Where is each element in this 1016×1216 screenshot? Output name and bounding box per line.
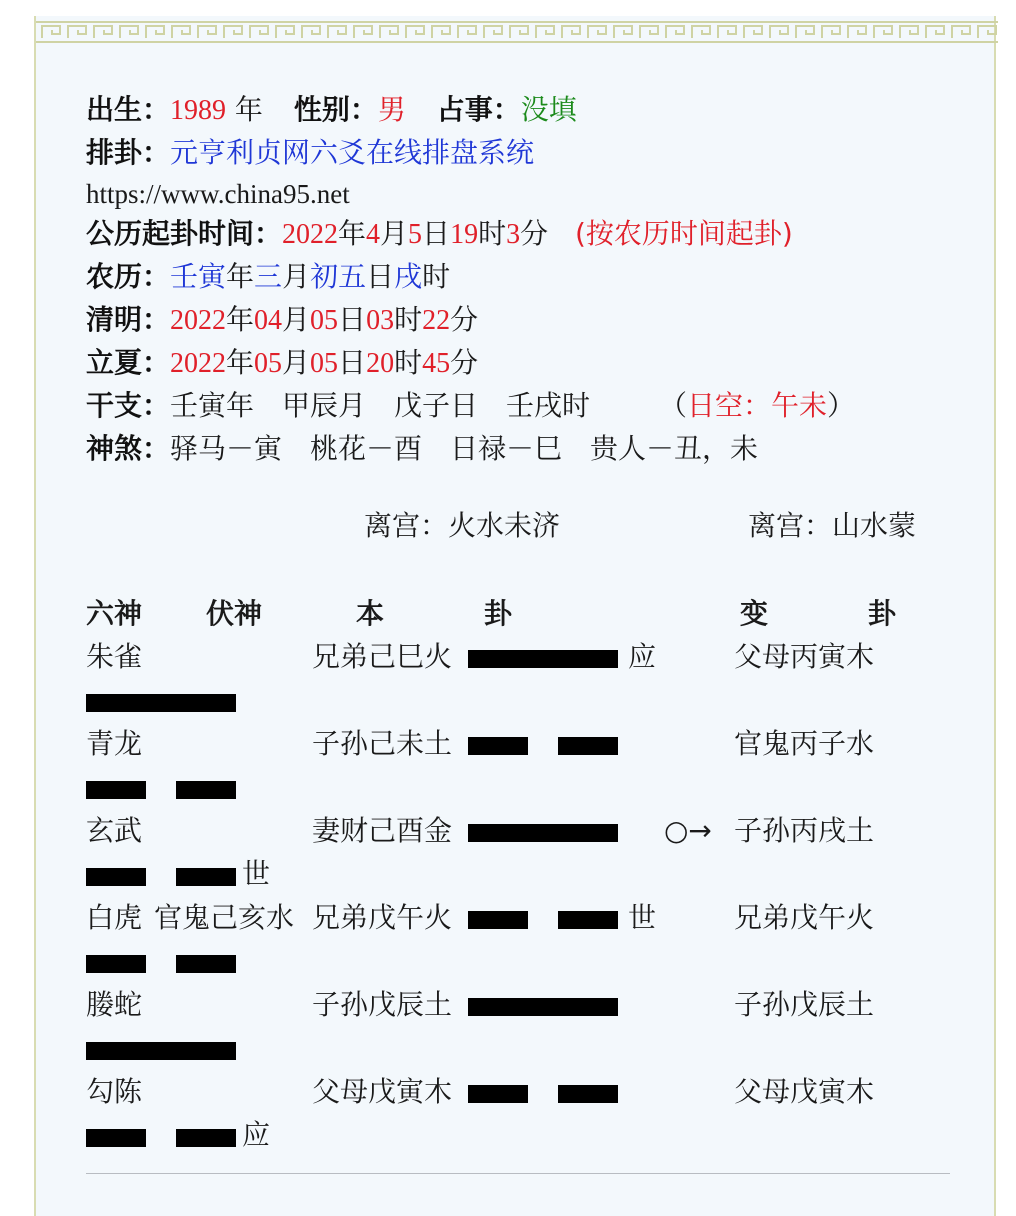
bian-yao-yin-bar-1 bbox=[86, 868, 146, 886]
lx-minute: 45 bbox=[422, 348, 451, 379]
solar-hour: 19 bbox=[450, 219, 479, 250]
lunar-year: 壬寅 bbox=[170, 260, 227, 293]
matter-value: 没填 bbox=[520, 93, 577, 126]
qm-hour: 03 bbox=[366, 305, 395, 336]
solar-minute: 3 bbox=[506, 219, 521, 250]
unit-day: 日 bbox=[338, 303, 367, 336]
kong-open: （ bbox=[658, 389, 687, 422]
liushen-cell: 青龙 bbox=[86, 727, 143, 760]
ben-yao-label: 子孙戊辰土 bbox=[312, 988, 453, 1021]
fret-border bbox=[36, 16, 998, 44]
unit-year: 年 bbox=[226, 346, 255, 379]
lx-year: 2022 bbox=[170, 348, 227, 379]
liushen-cell: 朱雀 bbox=[86, 640, 143, 673]
bian-yao-yin-bar-2 bbox=[176, 868, 236, 886]
bian-shi-ying-mark: 应 bbox=[242, 1118, 271, 1151]
header-liushen: 六神 bbox=[86, 597, 143, 630]
unit-month: 月 bbox=[380, 217, 409, 250]
unit-hour: 时 bbox=[394, 303, 423, 336]
unit-year: 年 bbox=[226, 303, 255, 336]
unit-minute: 分 bbox=[520, 217, 549, 250]
ben-yao-label: 兄弟戊午火 bbox=[312, 901, 453, 934]
kong-close: ） bbox=[826, 389, 855, 422]
shi-ying-mark: 世 bbox=[628, 901, 657, 934]
ben-yao-yang-bar bbox=[468, 998, 618, 1016]
lx-day: 05 bbox=[310, 348, 339, 379]
bian-yao-label: 子孙戊辰土 bbox=[734, 988, 875, 1021]
solar-note: (按农历时间起卦) bbox=[575, 217, 793, 250]
lx-hour: 20 bbox=[366, 348, 395, 379]
unit-day: 日 bbox=[338, 346, 367, 379]
solar-row bbox=[86, 214, 793, 255]
ben-yao-yin-bar-2 bbox=[558, 737, 618, 755]
unit-month: 月 bbox=[282, 260, 311, 293]
solar-label: 公历起卦时间： bbox=[86, 217, 283, 250]
ben-yao-label: 子孙己未土 bbox=[312, 727, 453, 760]
ben-yao-label: 妻财己酉金 bbox=[312, 814, 453, 847]
bian-gua-title: 离宫：山水蒙 bbox=[748, 509, 917, 542]
bian-yao-yin-bar-1 bbox=[86, 1129, 146, 1147]
pai-value[interactable]: 元亨利贞网六爻在线排盘系统 bbox=[170, 136, 535, 169]
bian-yao-yang-bar bbox=[86, 1042, 236, 1060]
unit-month: 月 bbox=[282, 346, 311, 379]
ben-gua-title: 离宫：火水未济 bbox=[364, 509, 561, 542]
bian-yao-yin-bar-1 bbox=[86, 955, 146, 973]
matter-label: 占事： bbox=[436, 93, 521, 126]
unit-year: 年 bbox=[226, 260, 255, 293]
qingming-label: 清明： bbox=[86, 303, 171, 336]
liushen-cell: 勾陈 bbox=[86, 1075, 143, 1108]
unit-hour: 时 bbox=[422, 260, 451, 293]
bian-shi-ying-mark: 世 bbox=[242, 857, 271, 890]
bian-yao-label: 官鬼丙子水 bbox=[734, 727, 875, 760]
unit-month: 月 bbox=[282, 303, 311, 336]
birth-year: 1989 bbox=[170, 95, 227, 126]
ben-yao-yin-bar-1 bbox=[468, 1085, 528, 1103]
ben-yao-yin-bar-2 bbox=[558, 911, 618, 929]
header-fushen: 伏神 bbox=[206, 597, 263, 630]
bian-yao-yin-bar-2 bbox=[176, 781, 236, 799]
solar-month: 4 bbox=[366, 219, 381, 250]
header-gua: 卦 bbox=[484, 597, 513, 630]
qm-year: 2022 bbox=[170, 305, 227, 336]
pai-row bbox=[86, 133, 534, 173]
ganzhi-value: 壬寅年 甲辰月 戊子日 壬戌时 bbox=[170, 389, 591, 422]
unit-minute: 分 bbox=[450, 303, 479, 336]
fushen-cell: 官鬼己亥水 bbox=[154, 901, 295, 934]
ben-yao-yin-bar-1 bbox=[468, 737, 528, 755]
bian-yao-yin-bar-2 bbox=[176, 955, 236, 973]
liushen-cell: 媵蛇 bbox=[86, 988, 143, 1021]
divider bbox=[86, 1173, 950, 1174]
gender-value: 男 bbox=[377, 93, 406, 126]
unit-hour: 时 bbox=[394, 346, 423, 379]
qm-month: 04 bbox=[254, 305, 283, 336]
qingming-row bbox=[86, 300, 478, 341]
bian-yao-yin-bar-2 bbox=[176, 1129, 236, 1147]
lixia-row bbox=[86, 343, 478, 384]
birth-row bbox=[86, 90, 577, 131]
ben-yao-label: 父母戊寅木 bbox=[312, 1075, 453, 1108]
ben-yao-yang-bar bbox=[468, 650, 618, 668]
lx-month: 05 bbox=[254, 348, 283, 379]
unit-hour: 时 bbox=[478, 217, 507, 250]
site-url[interactable]: https://www.china95.net bbox=[86, 179, 350, 209]
unit-year: 年 bbox=[338, 217, 367, 250]
ben-yao-yin-bar-1 bbox=[468, 911, 528, 929]
bian-yao-label: 父母丙寅木 bbox=[734, 640, 875, 673]
moving-line-mark: ○→ bbox=[664, 814, 712, 847]
liushen-cell: 白虎 bbox=[86, 901, 143, 934]
year-unit: 年 bbox=[234, 93, 263, 126]
bian-yao-label: 兄弟戊午火 bbox=[734, 901, 875, 934]
solar-year: 2022 bbox=[282, 219, 339, 250]
ben-yao-label: 兄弟己巳火 bbox=[312, 640, 453, 673]
shi-ying-mark: 应 bbox=[628, 640, 657, 673]
unit-minute: 分 bbox=[450, 346, 479, 379]
header-ben: 本 bbox=[356, 597, 385, 630]
bian-yao-yin-bar-1 bbox=[86, 781, 146, 799]
pai-label: 排卦： bbox=[86, 136, 171, 169]
lunar-row bbox=[86, 257, 450, 297]
shensha-value: 驿马－寅 桃花－酉 日禄－巳 贵人－丑，未 bbox=[170, 432, 759, 465]
lixia-label: 立夏： bbox=[86, 346, 171, 379]
shensha-label: 神煞： bbox=[86, 432, 171, 465]
ganzhi-row bbox=[86, 386, 855, 426]
unit-day: 日 bbox=[422, 217, 451, 250]
page-frame bbox=[34, 16, 996, 1216]
solar-day: 5 bbox=[408, 219, 423, 250]
lunar-label: 农历： bbox=[86, 260, 171, 293]
birth-label: 出生： bbox=[86, 93, 171, 126]
bian-yao-label: 子孙丙戌土 bbox=[734, 814, 875, 847]
kong-value: 日空：午未 bbox=[686, 389, 827, 422]
lunar-hour: 戌 bbox=[394, 260, 423, 293]
unit-day: 日 bbox=[366, 260, 395, 293]
liushen-cell: 玄武 bbox=[86, 814, 143, 847]
lunar-day: 初五 bbox=[310, 260, 367, 293]
bian-yao-label: 父母戊寅木 bbox=[734, 1075, 875, 1108]
ganzhi-label: 干支： bbox=[86, 389, 171, 422]
shensha-row bbox=[86, 429, 758, 469]
ben-yao-yin-bar-2 bbox=[558, 1085, 618, 1103]
header-gua-bian: 卦 bbox=[868, 597, 897, 630]
lunar-month: 三 bbox=[254, 260, 283, 293]
ben-yao-yang-bar bbox=[468, 824, 618, 842]
qm-day: 05 bbox=[310, 305, 339, 336]
bian-yao-yang-bar bbox=[86, 694, 236, 712]
header-bian: 变 bbox=[740, 597, 769, 630]
qm-minute: 22 bbox=[422, 305, 451, 336]
gender-label: 性别： bbox=[293, 93, 378, 126]
